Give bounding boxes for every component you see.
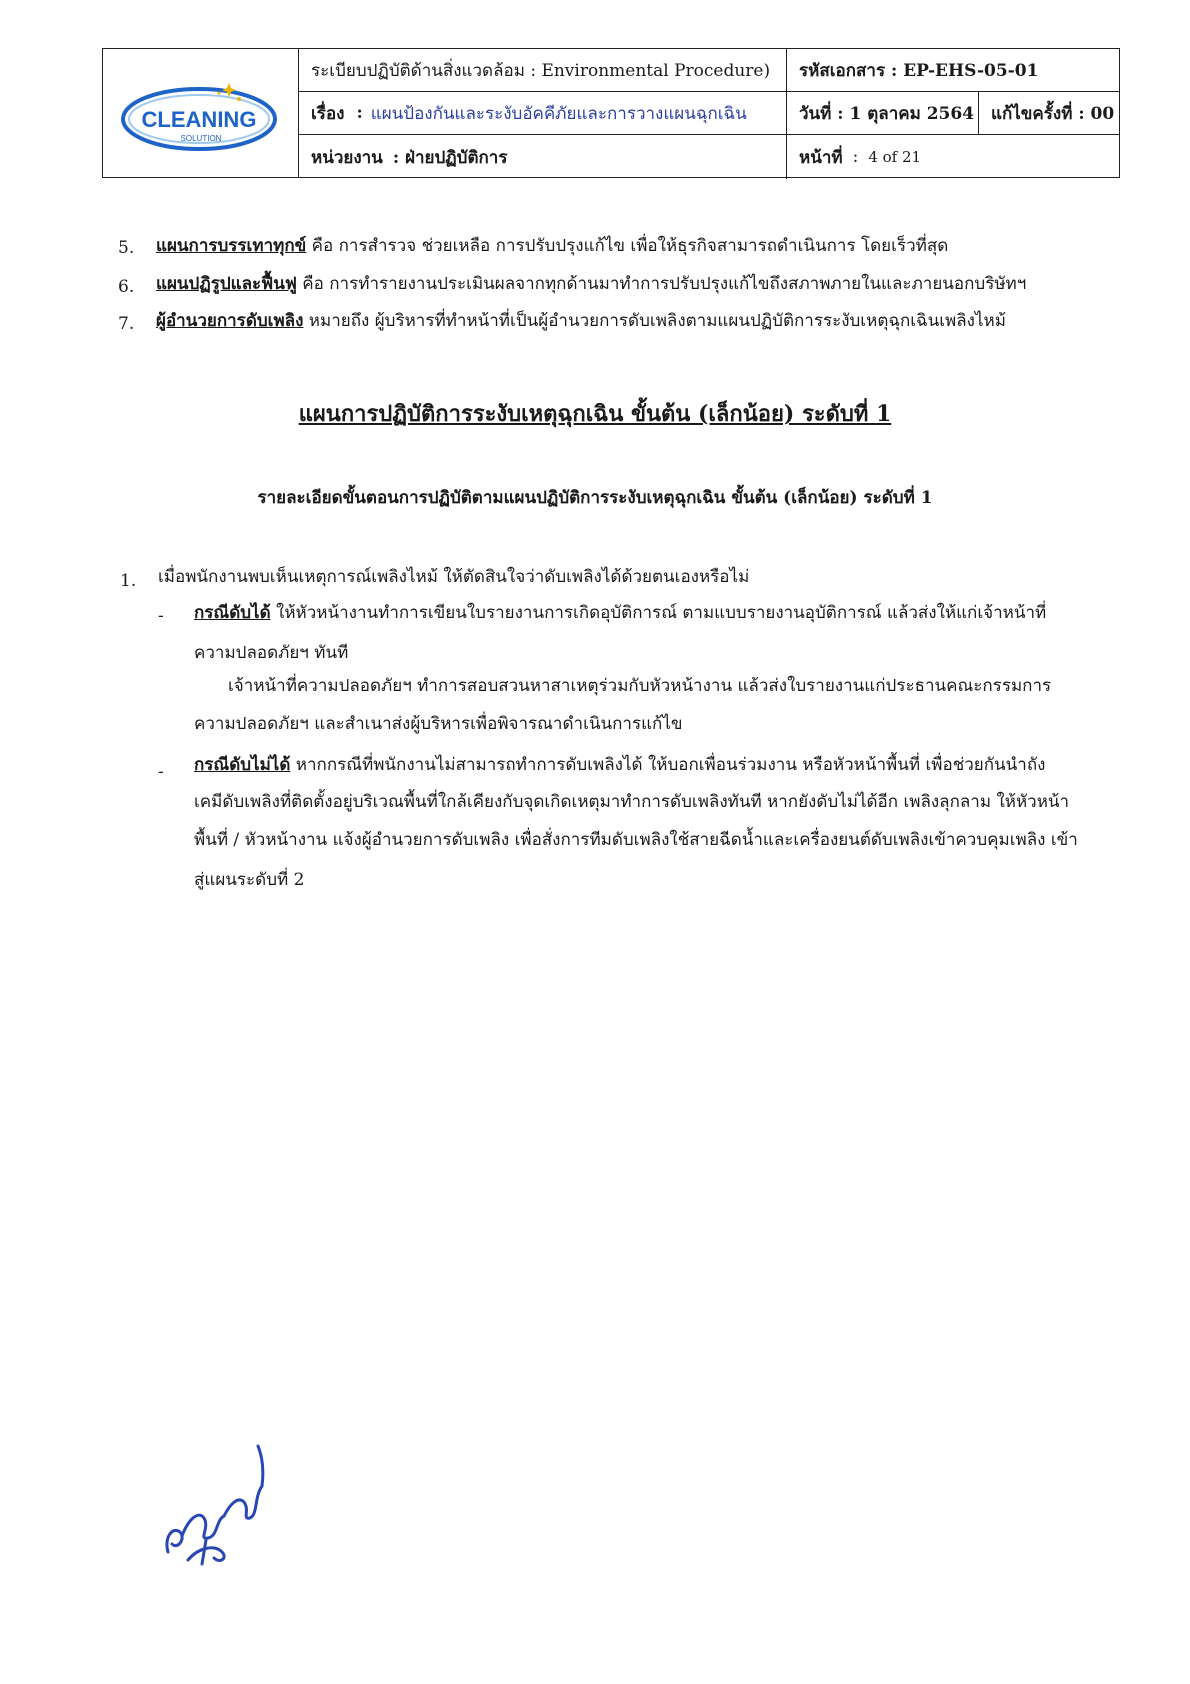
case-a-line-2: ความปลอดภัยฯ ทันที — [194, 643, 349, 663]
case-a-term: กรณีดับได้ — [194, 603, 271, 623]
bullet: - — [158, 762, 164, 782]
case-a-line-3: เจ้าหน้าที่ความปลอดภัยฯ ทำการสอบสวนหาสาเหตุร่วมกับหัวหน้างาน แล้วส่งใบรายงานแก่ประธานคณะกรรมการ — [228, 676, 1052, 696]
company-logo — [119, 79, 283, 155]
document-date: วันที่ : 1 ตุลาคม 2564 — [787, 92, 979, 134]
case-b-line-4: สู่แผนระดับที่ 2 — [194, 870, 305, 890]
logo-subtext: SOLUTION — [180, 134, 222, 143]
subject-value: แผนป้องกันและระงับอัคคีภัยและการวางแผนฉุกเฉิน — [370, 103, 747, 124]
page-number: 4 of 21 — [868, 148, 922, 166]
definition-text: คือ การสำรวจ ช่วยเหลือ การปรับปรุงแก้ไข เพื่อให้ธุรกิจสามารถดำเนินการ โดยเร็วที่สุด — [311, 236, 949, 256]
definition-item — [156, 311, 1006, 331]
header-row-3 — [299, 135, 1119, 179]
definition-item — [156, 236, 948, 256]
page-label: หน้าที่ — [799, 147, 843, 168]
document-header-table — [102, 48, 1120, 178]
handwritten-signature — [158, 1440, 276, 1570]
logo-text: CLEANING — [141, 107, 257, 132]
plan-subtitle: รายละเอียดขั้นตอนการปฏิบัติตามแผนปฏิบัติการระงับเหตุฉุกเฉิน ขั้นต้น (เล็กน้อย) ระดับที่ 1 — [257, 488, 933, 508]
logo-cell — [103, 49, 299, 177]
definition-term: แผนปฏิรูปและฟื้นฟู — [156, 274, 297, 294]
definition-text: คือ การทำรายงานประเมินผลจากทุกด้านมาทำการปรับปรุงแก้ไขถึงสภาพภายในและภายนอกบริษัทฯ — [302, 274, 1027, 294]
case-b-line-3: พื้นที่ / หัวหน้างาน แจ้งผู้อำนวยการดับเพลิง เพื่อสั่งการทีมดับเพลิงใช้สายฉีดน้ำและเครื่องยนต์ดับเพลิงเข้าควบคุมเพลิง เข้า — [194, 830, 1078, 850]
case-b-text: หากกรณีที่พนักงานไม่สามารถทำการดับเพลิงได้ ให้บอกเพื่อนร่วมงาน หรือหัวหน้าพื้นที่ เพื่อช่วยกันนำถัง — [295, 755, 1046, 775]
subject-separator: : — [356, 103, 363, 123]
bullet: - — [158, 606, 164, 626]
definition-item — [156, 274, 1026, 294]
case-a-text: ให้หัวหน้างานทำการเขียนใบรายงานการเกิดอุบัติการณ์ ตามแบบรายงานอุบัติการณ์ แล้วส่งให้แก่เจ้าหน้าที่ — [276, 603, 1047, 623]
definition-term: ผู้อำนวยการดับเพลิง — [156, 311, 304, 331]
definition-number: 6. — [118, 277, 135, 297]
case-b-line-1 — [194, 755, 1045, 775]
unit-label: หน่วยงาน — [311, 147, 383, 168]
procedure-label: ระเบียบปฏิบัติด้านสิ่งแวดล้อม : Environmental Procedure) — [299, 49, 787, 91]
subject-label: เรื่อง — [311, 103, 345, 124]
unit-value: : ฝ่ายปฏิบัติการ — [392, 147, 508, 168]
case-b-term: กรณีดับไม่ได้ — [194, 755, 291, 775]
definition-text: หมายถึง ผู้บริหารที่ทำหน้าที่เป็นผู้อำนวยการดับเพลิงตามแผนปฏิบัติการระงับเหตุฉุกเฉินเพลิงไหม้ — [308, 311, 1006, 331]
definition-term: แผนการบรรเทาทุกข์ — [156, 236, 307, 256]
definition-number: 5. — [118, 238, 135, 258]
subject-cell — [299, 92, 787, 134]
page-cell — [787, 135, 1119, 179]
step-intro: เมื่อพนักงานพบเห็นเหตุการณ์เพลิงไหม้ ให้ตัดสินใจว่าดับเพลิงได้ด้วยตนเองหรือไม่ — [158, 567, 750, 587]
case-a-line-1 — [194, 603, 1046, 623]
document-code: รหัสเอกสาร : EP-EHS-05-01 — [799, 60, 1039, 81]
definition-number: 7. — [118, 314, 135, 334]
unit-cell — [299, 135, 787, 179]
step-number: 1. — [120, 571, 137, 591]
page-separator: : — [852, 147, 859, 167]
header-row-2 — [299, 92, 1119, 135]
case-a-line-4: ความปลอดภัยฯ และสำเนาส่งผู้บริหารเพื่อพิจารณาดำเนินการแก้ไข — [194, 714, 683, 734]
header-row-1 — [299, 49, 1119, 92]
case-b-line-2: เคมีดับเพลิงที่ติดตั้งอยู่บริเวณพื้นที่ใกล้เคียงกับจุดเกิดเหตุมาทำการดับเพลิงทันที หากยังดับไม่ได้อีก เพลิงลุกลาม ให้หัวหน้า — [194, 792, 1070, 812]
plan-title: แผนการปฏิบัติการระงับเหตุฉุกเฉิน ขั้นต้น (เล็กน้อย) ระดับที่ 1 — [298, 401, 892, 427]
revision-number: แก้ไขครั้งที่ : 00 — [991, 103, 1115, 124]
